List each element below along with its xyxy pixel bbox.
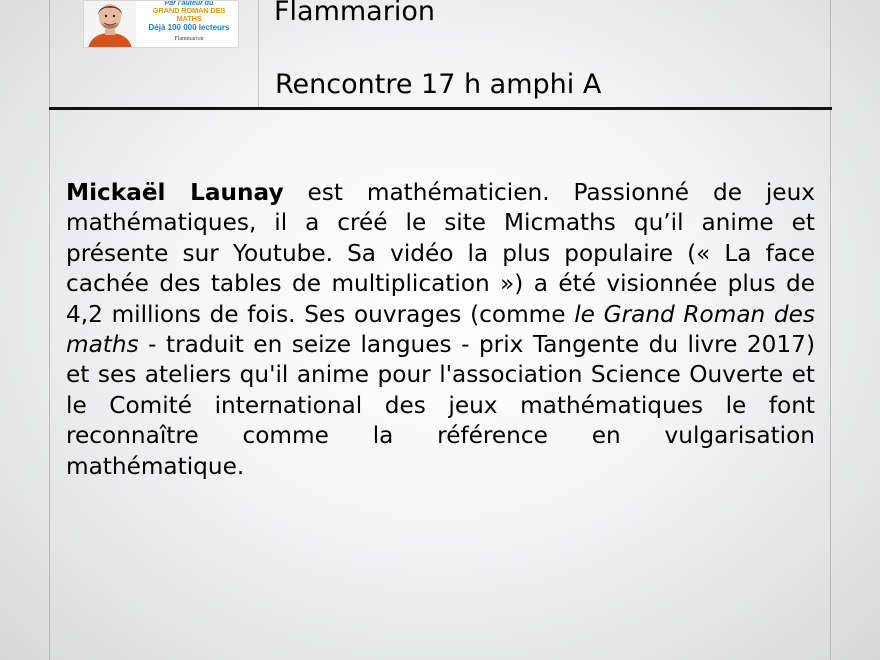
book-cover-thumbnail bbox=[83, 0, 239, 48]
cover-text bbox=[142, 1, 236, 43]
bio-text-part-1: est mathématicien. Passionné de jeux mathématiques, il a créé le site Micmaths qu’il anime et présente sur Youtube. Sa vidéo la plus populaire (« La face cachée des tables de multiplication ») a été visionnée plus de 4,2 millions de fois. Ses ouvrages (comme bbox=[66, 179, 815, 328]
cover-tagline: Par l'auteur du bbox=[164, 0, 214, 7]
bio-text-part-2: - traduit en seize langues - prix Tangente du livre 2017) et ses ateliers qu'il anime pour l'association Science Ouverte et le Comité international des jeux mathématiques le font reconnaître comme la référence en vulgarisation mathématique. bbox=[66, 331, 815, 480]
header-rule bbox=[49, 107, 832, 110]
cover-publisher-logo: Flammarion bbox=[174, 36, 204, 43]
cover-readers-count: Déjà 100 000 lecteurs bbox=[148, 23, 230, 33]
author-bio bbox=[66, 178, 815, 482]
publisher-heading: Flammarion bbox=[274, 0, 435, 27]
header-vertical-divider bbox=[258, 0, 259, 107]
cover-book-title: GRAND ROMAN DES MATHS bbox=[152, 6, 226, 24]
event-heading: Rencontre 17 h amphi A bbox=[275, 69, 602, 100]
book-title: le Grand Roman des maths bbox=[66, 300, 815, 359]
author-name: Mickaël Launay bbox=[66, 179, 284, 206]
author-portrait bbox=[84, 1, 136, 48]
